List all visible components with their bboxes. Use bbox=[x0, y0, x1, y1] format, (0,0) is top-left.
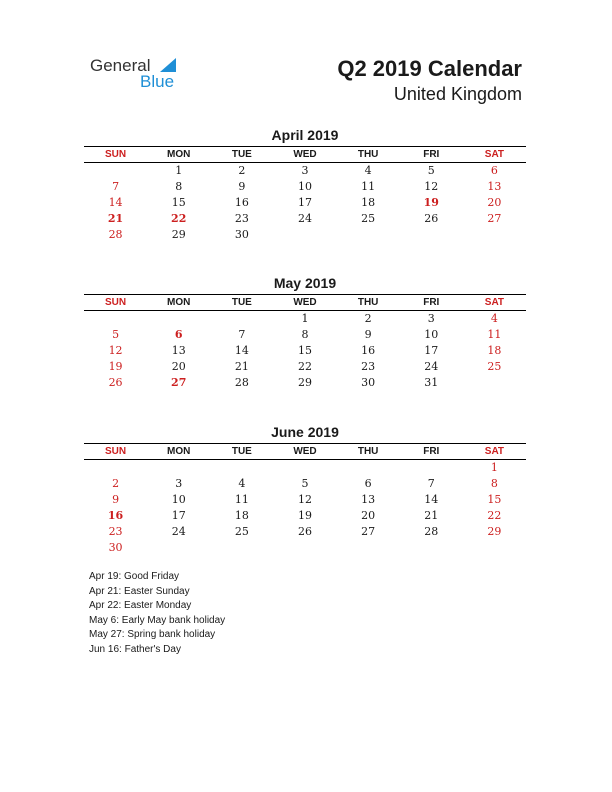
month-june bbox=[84, 423, 526, 556]
day-cell: 23 bbox=[108, 525, 123, 538]
day-cell: 15 bbox=[297, 344, 312, 357]
empty-day-cell bbox=[147, 460, 210, 476]
week-row bbox=[84, 375, 526, 391]
day-cell: 26 bbox=[424, 212, 439, 225]
holiday-item: May 6: Early May bank holiday bbox=[89, 614, 226, 626]
day-cell: 5 bbox=[112, 328, 120, 341]
weekday-sun: SUN bbox=[105, 149, 127, 160]
weekday-fri: FRI bbox=[423, 297, 440, 308]
weekday-thu: THU bbox=[357, 446, 379, 457]
day-cell: 16 bbox=[234, 196, 249, 209]
weekday-wed: WED bbox=[293, 446, 317, 457]
empty-day-cell bbox=[273, 227, 336, 243]
day-cell: 14 bbox=[424, 493, 439, 506]
day-cell: 3 bbox=[427, 312, 435, 325]
day-cell: 18 bbox=[487, 344, 502, 357]
day-cell: 29 bbox=[297, 376, 312, 389]
day-cell: 24 bbox=[424, 360, 439, 373]
empty-day-cell bbox=[84, 311, 147, 327]
week-row bbox=[84, 343, 526, 359]
month-name: June 2019 bbox=[271, 424, 339, 440]
holiday-list bbox=[89, 570, 225, 657]
weekday-wed: WED bbox=[293, 149, 317, 160]
day-cell: 18 bbox=[361, 196, 376, 209]
day-cell: 9 bbox=[112, 493, 120, 506]
day-cell: 28 bbox=[424, 525, 439, 538]
day-cell: 11 bbox=[361, 180, 376, 193]
week-row bbox=[84, 211, 526, 227]
day-cell: 21 bbox=[107, 212, 124, 225]
weekday-tue: TUE bbox=[231, 446, 252, 457]
day-cell: 12 bbox=[424, 180, 439, 193]
day-cell: 27 bbox=[487, 212, 502, 225]
day-cell: 23 bbox=[361, 360, 376, 373]
week-row bbox=[84, 540, 526, 556]
weekday-sun: SUN bbox=[105, 446, 127, 457]
day-cell: 25 bbox=[361, 212, 376, 225]
day-cell: 17 bbox=[171, 509, 186, 522]
week-row bbox=[84, 476, 526, 492]
day-cell: 30 bbox=[108, 541, 123, 554]
day-cell: 7 bbox=[238, 328, 246, 341]
day-cell: 11 bbox=[234, 493, 249, 506]
day-cell: 22 bbox=[297, 360, 312, 373]
day-cell: 8 bbox=[490, 477, 498, 490]
day-cell: 13 bbox=[361, 493, 376, 506]
day-cell: 21 bbox=[424, 509, 439, 522]
empty-day-cell bbox=[337, 540, 400, 556]
day-cell: 19 bbox=[423, 196, 439, 209]
day-cell: 9 bbox=[238, 180, 246, 193]
empty-day-cell bbox=[463, 375, 526, 391]
day-cell: 3 bbox=[175, 477, 183, 490]
day-cell: 11 bbox=[487, 328, 502, 341]
weekday-fri: FRI bbox=[423, 149, 440, 160]
week-row bbox=[84, 179, 526, 195]
weekday-header bbox=[84, 294, 526, 311]
day-cell: 8 bbox=[301, 328, 309, 341]
month-may bbox=[84, 274, 526, 391]
week-row bbox=[84, 195, 526, 211]
weekday-sun: SUN bbox=[105, 297, 127, 308]
day-cell: 19 bbox=[297, 509, 312, 522]
day-cell: 7 bbox=[112, 180, 120, 193]
day-cell: 12 bbox=[108, 344, 123, 357]
weekday-thu: THU bbox=[357, 297, 379, 308]
day-cell: 17 bbox=[424, 344, 439, 357]
week-row bbox=[84, 492, 526, 508]
week-row bbox=[84, 460, 526, 476]
empty-day-cell bbox=[400, 227, 463, 243]
logo-general-text: General bbox=[90, 56, 151, 75]
day-cell: 6 bbox=[364, 477, 372, 490]
week-row bbox=[84, 227, 526, 243]
month-name: May 2019 bbox=[273, 275, 337, 291]
day-cell: 1 bbox=[175, 164, 183, 177]
day-cell: 13 bbox=[171, 344, 186, 357]
day-cell: 9 bbox=[364, 328, 372, 341]
empty-day-cell bbox=[273, 540, 336, 556]
weekday-tue: TUE bbox=[231, 297, 252, 308]
day-cell: 10 bbox=[171, 493, 186, 506]
holiday-item: Apr 19: Good Friday bbox=[89, 571, 180, 582]
day-cell: 24 bbox=[297, 212, 312, 225]
weekday-mon: MON bbox=[167, 446, 191, 457]
day-cell: 4 bbox=[238, 477, 246, 490]
day-cell: 23 bbox=[234, 212, 249, 225]
page-subtitle: United Kingdom bbox=[393, 84, 522, 104]
weekday-wed: WED bbox=[293, 297, 317, 308]
empty-day-cell bbox=[210, 311, 273, 327]
day-cell: 2 bbox=[364, 312, 372, 325]
week-row bbox=[84, 311, 526, 327]
weekday-fri: FRI bbox=[423, 446, 440, 457]
holiday-item: Jun 16: Father's Day bbox=[89, 643, 181, 655]
day-cell: 24 bbox=[171, 525, 186, 538]
day-cell: 1 bbox=[490, 461, 498, 474]
day-cell: 2 bbox=[112, 477, 120, 490]
day-cell: 26 bbox=[297, 525, 312, 538]
logo-blue-text: Blue bbox=[140, 72, 175, 91]
logo-triangle-icon bbox=[160, 58, 176, 72]
day-cell: 6 bbox=[490, 164, 498, 177]
day-cell: 20 bbox=[361, 509, 376, 522]
day-cell: 10 bbox=[297, 180, 312, 193]
weekday-sat: SAT bbox=[484, 446, 505, 457]
day-cell: 29 bbox=[487, 525, 502, 538]
day-cell: 22 bbox=[487, 509, 502, 522]
holiday-item: Apr 22: Easter Monday bbox=[89, 600, 192, 611]
day-cell: 15 bbox=[487, 493, 502, 506]
weekday-header bbox=[84, 443, 526, 460]
day-cell: 3 bbox=[301, 164, 309, 177]
holiday-item: May 27: Spring bank holiday bbox=[89, 629, 216, 640]
empty-day-cell bbox=[337, 227, 400, 243]
day-cell: 14 bbox=[108, 196, 123, 209]
day-cell: 25 bbox=[487, 360, 502, 373]
empty-day-cell bbox=[400, 540, 463, 556]
day-cell: 22 bbox=[171, 212, 187, 225]
weekday-sat: SAT bbox=[484, 297, 505, 308]
day-cell: 30 bbox=[361, 376, 376, 389]
day-cell: 6 bbox=[174, 328, 183, 341]
weekday-mon: MON bbox=[167, 149, 191, 160]
day-cell: 14 bbox=[234, 344, 249, 357]
day-cell: 8 bbox=[175, 180, 183, 193]
day-cell: 4 bbox=[490, 312, 498, 325]
day-cell: 28 bbox=[234, 376, 249, 389]
weekday-thu: THU bbox=[357, 149, 379, 160]
day-cell: 7 bbox=[427, 477, 435, 490]
day-cell: 20 bbox=[487, 196, 502, 209]
empty-day-cell bbox=[84, 460, 147, 476]
empty-day-cell bbox=[400, 460, 463, 476]
day-cell: 21 bbox=[234, 360, 249, 373]
empty-day-cell bbox=[337, 460, 400, 476]
weekday-mon: MON bbox=[167, 297, 191, 308]
empty-day-cell bbox=[84, 163, 147, 179]
day-cell: 25 bbox=[234, 525, 249, 538]
day-cell: 2 bbox=[238, 164, 246, 177]
holiday-item: Apr 21: Easter Sunday bbox=[89, 585, 190, 597]
month-name: April 2019 bbox=[271, 127, 339, 143]
day-cell: 10 bbox=[424, 328, 439, 341]
day-cell: 28 bbox=[108, 228, 123, 241]
empty-day-cell bbox=[147, 311, 210, 327]
day-cell: 4 bbox=[364, 164, 372, 177]
day-cell: 16 bbox=[107, 509, 124, 522]
day-cell: 20 bbox=[171, 360, 186, 373]
day-cell: 29 bbox=[171, 228, 186, 241]
day-cell: 27 bbox=[171, 376, 187, 389]
day-cell: 16 bbox=[361, 344, 376, 357]
day-cell: 1 bbox=[301, 312, 309, 325]
day-cell: 13 bbox=[487, 180, 502, 193]
day-cell: 5 bbox=[427, 164, 435, 177]
empty-day-cell bbox=[210, 460, 273, 476]
day-cell: 15 bbox=[171, 196, 186, 209]
week-row bbox=[84, 163, 526, 179]
day-cell: 5 bbox=[301, 477, 309, 490]
week-row bbox=[84, 524, 526, 540]
month-april bbox=[84, 126, 526, 243]
day-cell: 27 bbox=[361, 525, 376, 538]
generalblue-logo bbox=[90, 56, 190, 96]
day-cell: 30 bbox=[234, 228, 249, 241]
week-row bbox=[84, 327, 526, 343]
day-cell: 17 bbox=[297, 196, 312, 209]
week-row bbox=[84, 359, 526, 375]
weekday-tue: TUE bbox=[231, 149, 252, 160]
weekday-header bbox=[84, 146, 526, 163]
day-cell: 31 bbox=[424, 376, 439, 389]
page-title: Q2 2019 Calendar bbox=[337, 56, 522, 81]
empty-day-cell bbox=[273, 460, 336, 476]
empty-day-cell bbox=[147, 540, 210, 556]
empty-day-cell bbox=[463, 227, 526, 243]
day-cell: 12 bbox=[297, 493, 312, 506]
empty-day-cell bbox=[463, 540, 526, 556]
day-cell: 19 bbox=[108, 360, 123, 373]
empty-day-cell bbox=[210, 540, 273, 556]
weekday-sat: SAT bbox=[484, 149, 505, 160]
week-row bbox=[84, 508, 526, 524]
day-cell: 26 bbox=[108, 376, 123, 389]
day-cell: 18 bbox=[234, 509, 249, 522]
